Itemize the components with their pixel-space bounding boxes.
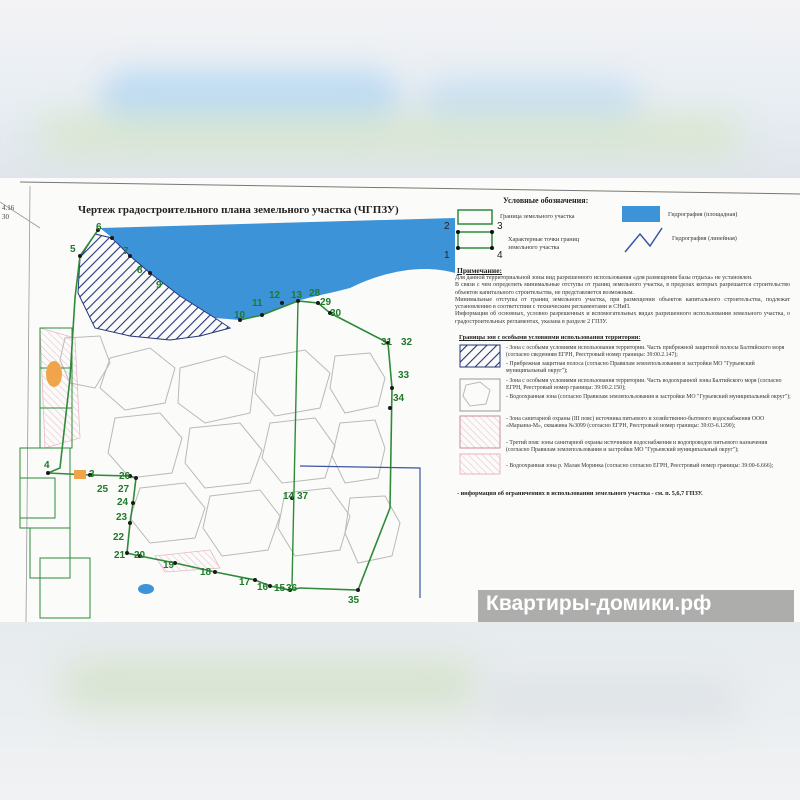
point-label: 15 — [274, 583, 286, 594]
watermark — [478, 590, 794, 622]
note-title: Примечание: — [457, 266, 503, 275]
point-label: 9 — [156, 280, 162, 291]
point-label: 10 — [234, 310, 246, 321]
legend-parcel-label: Граница земельного участка — [500, 213, 575, 220]
point-label: 32 — [401, 337, 413, 348]
point-label: 16 — [257, 582, 269, 593]
restrictions-footer: - информация об ограничениях в использовании земельного участка - см. п. 5,6,7 ГПЗУ. — [457, 490, 703, 497]
point-label: 35 — [348, 595, 360, 606]
zone-item: - Прибрежная защитная полоса (согласно Правилам землепользования и застройки МО "Гурьевский муниципальный округ"); — [506, 361, 755, 374]
legend-hydro-area-label: Гидрография (площадная) — [668, 211, 738, 218]
point-label: 3 — [89, 469, 95, 480]
legend-points-label: Характерные точки границ земельного участка — [508, 236, 580, 251]
point-label: 18 — [200, 567, 212, 578]
legend-num: 4 — [497, 250, 503, 261]
point-label: 28 — [309, 288, 321, 299]
zone-item: - Третий пояс зоны санитарной охраны источников водоснабжения и водопроводов питьевого назначения (согласно Правилам землепользования и застройки МО "Гурьевский муниципальный округ"); — [506, 440, 768, 453]
point-label: 17 — [239, 577, 251, 588]
point-label: 21 — [114, 550, 126, 561]
point-label: 37 — [297, 491, 309, 502]
legend-hydro-line-label: Гидрография (линейная) — [672, 235, 737, 242]
zone-item: - Зона с особыми условиями использования территории. Часть прибрежной защитной полосы Балтийского моря (согласно сведениям ЕГРН, Реестровый номер границы: 39:00.2.147); — [506, 345, 785, 358]
edge-note: 4.16 30 — [2, 204, 15, 221]
point-label: 34 — [393, 393, 405, 404]
zones-title: Границы зон с особыми условиями использования территории: — [459, 334, 641, 341]
note-body: Для данной территориальной зоны вид разрешенного использования «для размещения базы отдыха» не установлен. В связи с чем определить минимальные отступы от границ земельного участка, в пределах которых разрешается строительство объектов капитального строительства, не представляется возможным. Минимальные отступы от границ земельного участка, при размещении объектов капитального строительства, подлежат установлению в соответствии с техническим регламентами и СНиП. Информация об основных, условно разрешенных и вспомогательных видах разрешенного использования земельного участка, о градостроительных регламентах, указана в разделе 2 ГПЗУ. — [455, 275, 790, 325]
point-label: 24 — [117, 497, 129, 508]
point-label: 25 — [97, 484, 109, 495]
legend-hydro-area-symbol — [622, 206, 660, 222]
point-label: 14 — [283, 491, 295, 502]
blue-line — [300, 466, 420, 598]
blurred-bottom-background — [0, 620, 800, 800]
point-label: 12 — [269, 290, 281, 301]
legend-parcel-symbol — [458, 210, 492, 224]
legend-num: 1 — [444, 250, 450, 261]
point-label: 30 — [330, 308, 342, 319]
legend-num: 2 — [444, 221, 450, 232]
point-label: 5 — [70, 244, 76, 255]
point-label: 7 — [123, 246, 129, 257]
point-label: 22 — [113, 532, 125, 543]
point-label: 36 — [286, 583, 298, 594]
orange-mark-1 — [46, 361, 62, 387]
watermark-text: Квартиры-домики.рф — [486, 592, 712, 615]
point-label: 13 — [291, 290, 303, 301]
point-label: 4 — [44, 460, 50, 471]
blurred-top-background — [0, 0, 800, 180]
point-label: 23 — [116, 512, 128, 523]
point-label: 6 — [96, 222, 102, 233]
cell-pattern — [60, 336, 400, 563]
point-label: 29 — [320, 297, 332, 308]
zone-item: - Зона санитарной охраны (III пояс) источника питьевого и хозяйственно-бытового водоснабжения ООО «Марьина-М», скважина №3099 (согласно ЕГРН, Реестровый номер границы: 39:03-6.1290); — [506, 416, 765, 429]
point-label: 11 — [252, 298, 263, 309]
pink-zone-left — [40, 328, 80, 448]
point-label: 8 — [137, 265, 143, 276]
legend-title: Условные обозначения: — [503, 196, 589, 205]
legend-num: 3 — [497, 221, 503, 232]
zone-item: - Водоохранная зона (согласно Правилам землепользования и застройки МО "Гурьевский муниципальный округ"); — [506, 394, 791, 400]
pond — [138, 584, 154, 594]
zone-item: - Зона с особыми условиями использования территории. Часть водоохранной зоны Балтийского моря (согласно ЕГРН, Реестровый номер границы: 39:00.2.150); — [506, 378, 782, 391]
point-label: 31 — [381, 337, 393, 348]
legend-points-symbol — [456, 230, 494, 250]
point-label: 26 — [119, 471, 131, 482]
plan-sheet — [0, 178, 800, 622]
point-label: 19 — [163, 560, 175, 571]
point-label: 33 — [398, 370, 410, 381]
orange-mark-2 — [74, 470, 86, 479]
map-title: Чертеж градостроительного плана земельного участка (ЧГПЗУ) — [78, 204, 399, 216]
zone-item: - Водоохранная зона р. Малая Моринка (согласно согласно ЕГРН, Реестровый номер границы: 39:00-6.666); — [506, 463, 774, 469]
point-label: 27 — [118, 484, 130, 495]
legend-hydro-line-symbol — [625, 228, 662, 252]
point-label: 20 — [134, 550, 146, 561]
